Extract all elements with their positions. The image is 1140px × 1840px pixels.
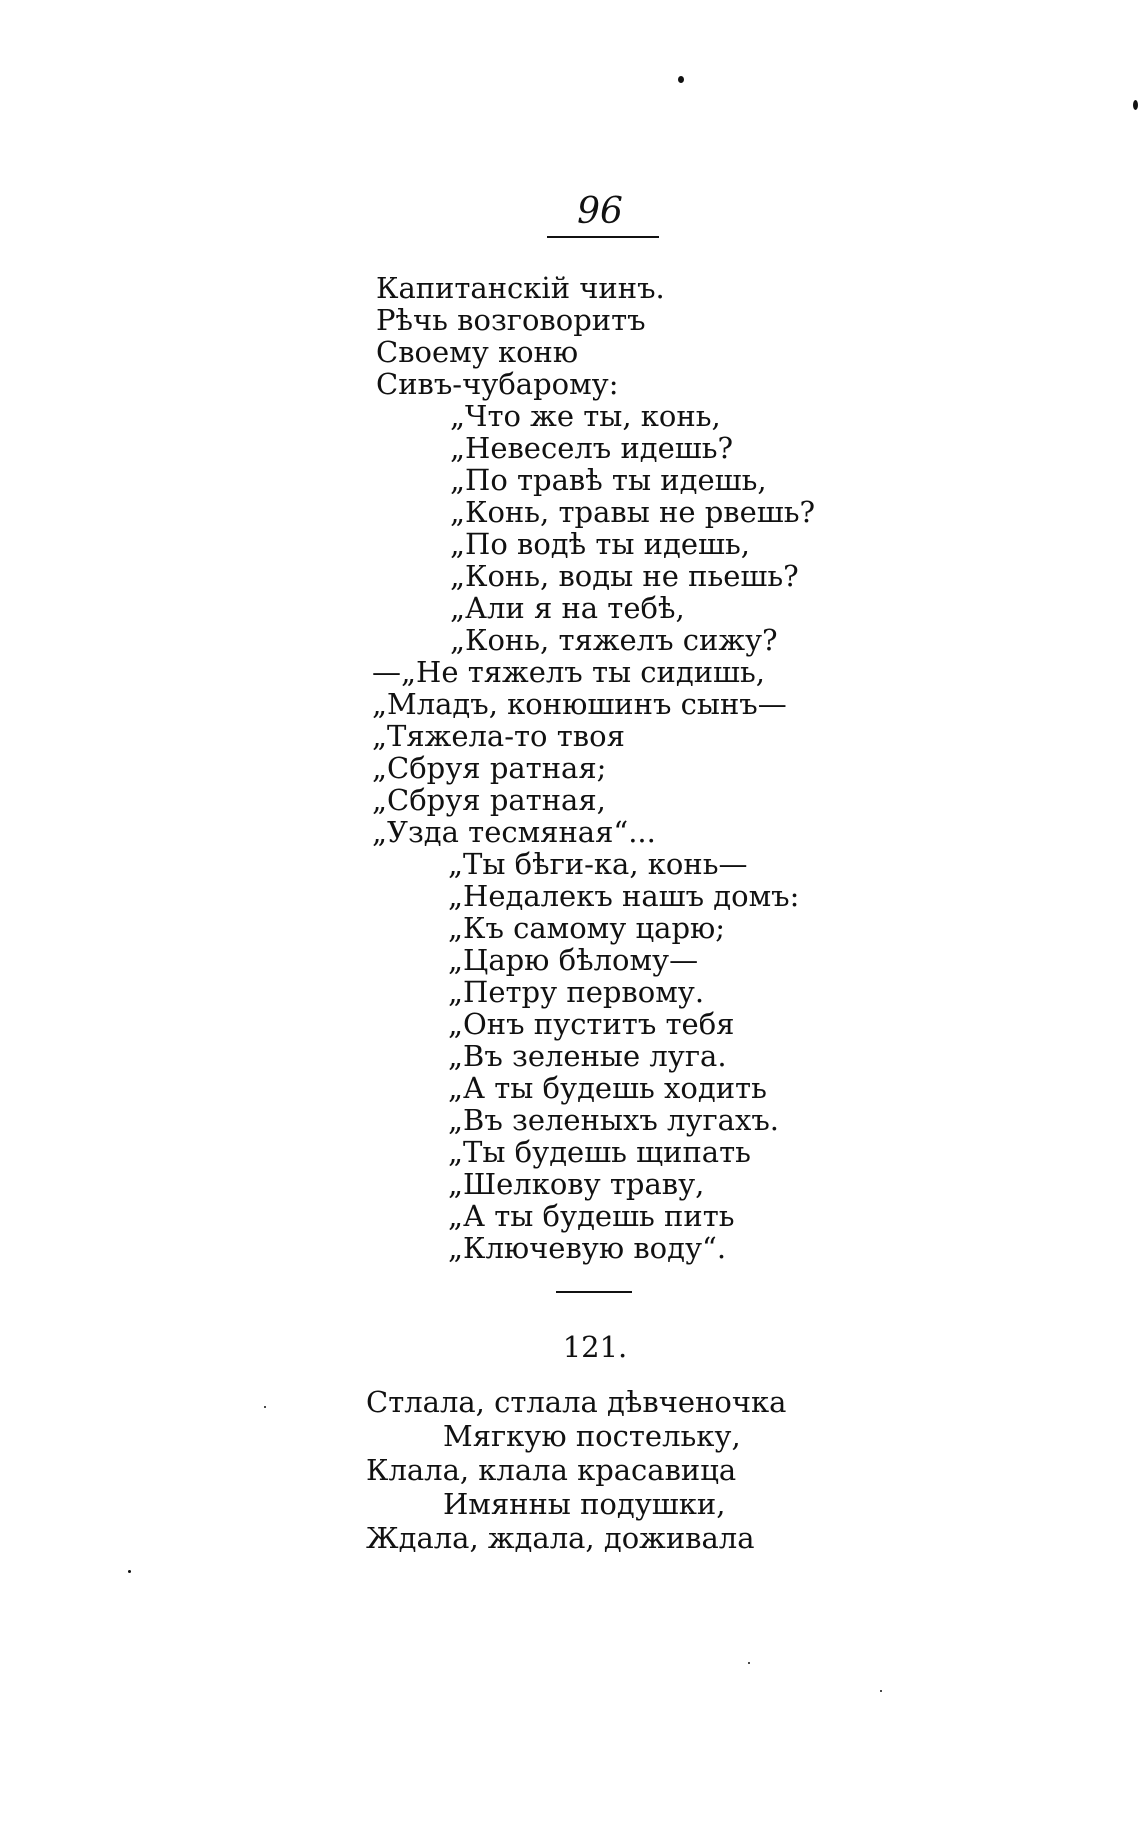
scan-speck [678,76,684,83]
poem-line: „Царю бѣлому— [448,943,699,977]
scan-speck [880,1690,882,1692]
scan-speck [1133,100,1138,110]
poem-line: „Что же ты, конь, [450,399,721,433]
page-number: 96 [577,191,623,232]
poem-line: „Онъ пуститъ тебя [448,1007,735,1041]
poem-line: Рѣчь возговоритъ [376,303,646,337]
poem-line: „Петру первому. [448,975,705,1009]
poem-line: Сивъ-чубарому: [376,367,619,401]
poem-line: Стлала, стлала дѣвченочка [366,1385,787,1419]
poem-line: „Къ самому царю; [448,911,726,945]
poem-line: „А ты будешь пить [448,1199,735,1233]
poem-line: —„Не тяжелъ ты сидишь, [372,655,766,689]
scan-speck [748,1662,750,1664]
scan-speck [128,1570,131,1573]
poem-line: Ждала, ждала, доживала [366,1521,755,1555]
poem-line: Клала, клала красавица [366,1453,737,1487]
poem-line: Мягкую постельку, [443,1419,741,1453]
poem-line: „Ключевую воду“. [448,1231,727,1265]
poem-line: „Младъ, конюшинъ сынъ— [372,687,787,721]
poem-line: „А ты будешь ходить [448,1071,767,1105]
poem-line: „Сбруя ратная, [372,783,606,817]
poem-line: „Конь, травы не рвешь? [450,495,816,529]
page-number-rule [547,236,659,238]
poem-line: „Въ зеленыхъ лугахъ. [448,1103,779,1137]
poem-line: „Недалекъ нашъ домъ: [448,879,800,913]
poem-line: „Сбруя ратная; [372,751,607,785]
poem-line: „Невеселъ идешь? [450,431,734,465]
section-divider [556,1291,632,1293]
poem-line: „Конь, воды не пьешь? [450,559,799,593]
scan-speck [264,1406,266,1408]
poem-line: „Узда тесмяная“... [372,815,656,849]
poem-line: „Шелкову траву, [448,1167,705,1201]
poem-line: „Ты бѣги-ка, конь— [448,847,748,881]
poem-line: „Конь, тяжелъ сижу? [450,623,778,657]
poem-line: Имянны подушки, [443,1487,726,1521]
poem-line: „Ты будешь щипать [448,1135,751,1169]
poem-line: „Али я на тебѣ, [450,591,685,625]
poem-line: „Тяжела-то твоя [372,719,625,753]
poem-number: 121. [562,1330,628,1364]
poem-line: „По водѣ ты идешь, [450,527,750,561]
poem-line: „Въ зеленые луга. [448,1039,727,1073]
poem-line: Своему коню [376,335,579,369]
poem-line: Капитанскій чинъ. [376,271,665,305]
poem-line: „По травѣ ты идешь, [450,463,767,497]
